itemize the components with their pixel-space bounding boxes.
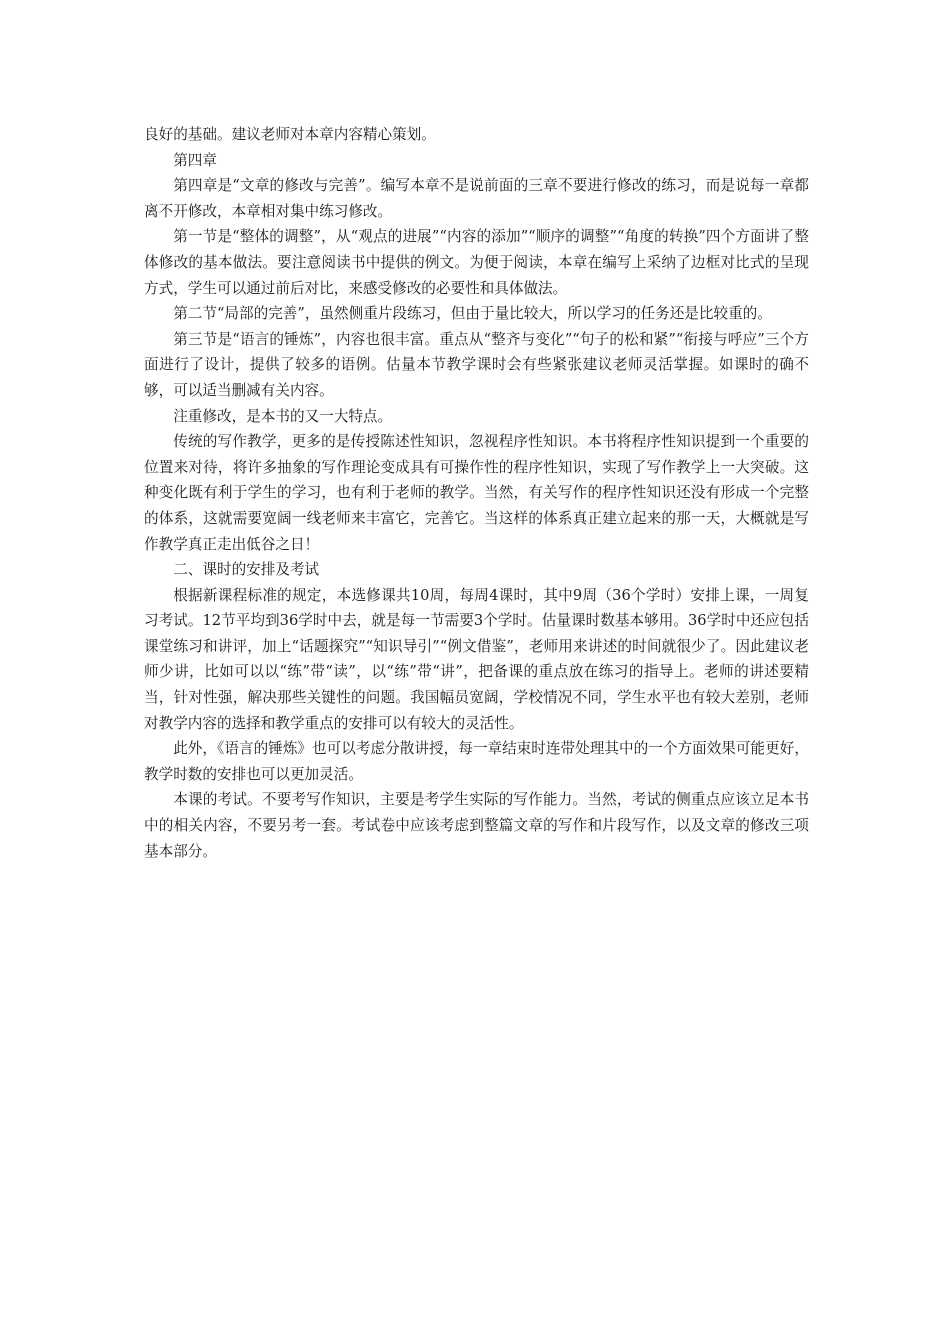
paragraph: 第一节是“整体的调整”，从“观点的进展”“内容的添加”“顺序的调整”“角度的转换”四个方面讲了整体修改的基本做法。要注意阅读书中提供的例文。为便于阅读，本章在编写上采纳了边框对比式的呈现方式，学生可以通过前后对比，来感受修改的必要性和具体做法。 bbox=[144, 228, 809, 297]
paragraph: 根据新课程标准的规定，本选修课共10周，每周4课时，其中9周（36个学时）安排上课，一周复习考试。12节平均到36学时中去，就是每一节需要3个学时。估量课时数基本够用。36学时中还应包括课堂练习和讲评，加上“话题探究”“知识导引”“例文借鉴”，老师用来讲述的时间就很少了。因此建议老师少讲，比如可以以“练”带“读”，以“练”带“讲”，把备课的重点放在练习的指导上。老师的讲述要精当，针对性强，解决那些关键性的问题。我国幅员宽阔，学校情况不同，学生水平也有较大差别，老师对教学内容的选择和教学重点的安排可以有较大的灵活性。 bbox=[144, 586, 809, 732]
paragraph: 本课的考试。不要考写作知识，主要是考学生实际的写作能力。当然，考试的侧重点应该立足本书中的相关内容，不要另考一套。考试卷中应该考虑到整篇文章的写作和片段写作，以及文章的修改三项基本部分。 bbox=[144, 791, 809, 860]
paragraph: 传统的写作教学，更多的是传授陈述性知识，忽视程序性知识。本书将程序性知识提到一个重要的位置来对待，将许多抽象的写作理论变成具有可操作性的程序性知识，实现了写作教学上一大突破。这种变化既有利于学生的学习，也有利于老师的教学。当然，有关写作的程序性知识还没有形成一个完整的体系，这就需要宽阔一线老师来丰富它，完善它。当这样的体系真正建立起来的那一天，大概就是写作教学真正走出低谷之日！ bbox=[144, 433, 809, 553]
paragraph-continuation: 良好的基础。建议老师对本章内容精心策划。 bbox=[144, 126, 436, 143]
paragraph: 第三节是“语言的锤炼”，内容也很丰富。重点从“整齐与变化”“句子的松和紧”“衔接与呼应”三个方面进行了设计，提供了较多的语例。估量本节教学课时会有些紧张建议老师灵活掌握。如课时的确不够，可以适当删减有关内容。 bbox=[144, 330, 809, 399]
paragraph: 第四章是“文章的修改与完善”。编写本章不是说前面的三章不要进行修改的练习，而是说每一章都离不开修改，本章相对集中练习修改。 bbox=[144, 177, 809, 220]
paragraph: 此外，《语言的锤炼》也可以考虑分散讲授，每一章结束时连带处理其中的一个方面效果可能更好，教学时数的安排也可以更加灵活。 bbox=[144, 740, 809, 783]
paragraph: 注重修改，是本书的又一大特点。 bbox=[173, 407, 393, 425]
paragraph: 第二节“局部的完善”，虽然侧重片段练习，但由于量比较大，所以学习的任务还是比较重的。 bbox=[173, 305, 772, 323]
document-body bbox=[144, 122, 809, 864]
chapter-heading: 第四章 bbox=[173, 151, 217, 169]
section-heading: 二、课时的安排及考试 bbox=[173, 561, 320, 579]
